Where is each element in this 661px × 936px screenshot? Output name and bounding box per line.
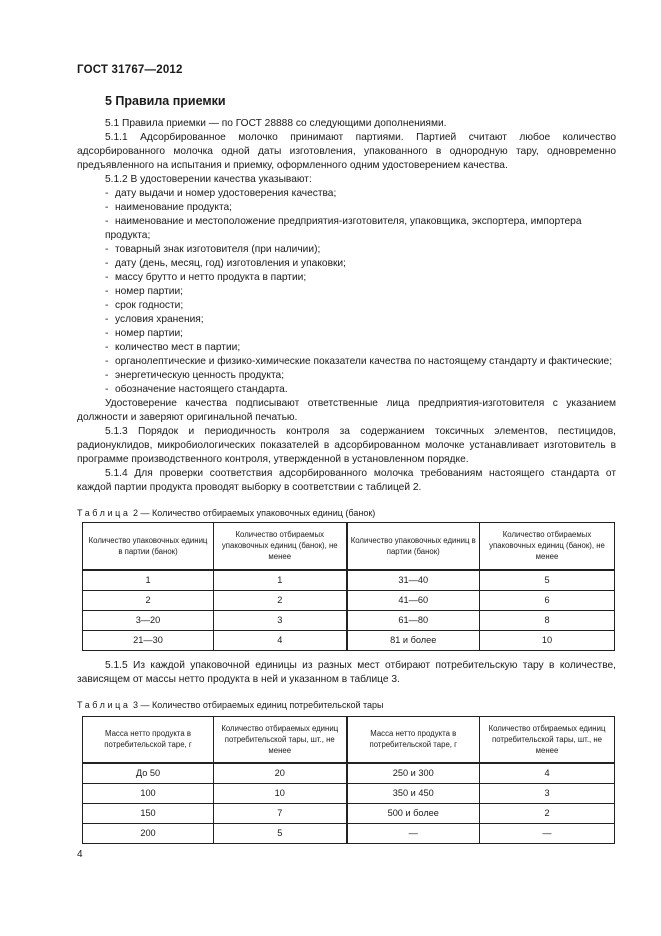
list-item-text: наименование и местоположение предприятия-изготовителя, упаковщика, экспортера, импортера продукта; [105,216,582,241]
section-body [77,117,616,495]
list-item-text: органолептические и физико-химические показатели качества по настоящему стандарту и фактические; [115,356,613,367]
table-2-header-3: Количество упаковочных единиц в партии (банок) [347,523,480,570]
table-cell: 250 и 300 [347,763,480,784]
paragraph-5-1-1: 5.1.1 Адсорбированное молочко принимают партиями. Партией считают любое количество адсорбированного молочка одной даты изготовления, упакованного в однородную тару, одновременно предъявленного на испытания и приемку, оформленного одним удостоверением качества. [77,132,616,171]
table-row [83,783,615,803]
list-dash: - [105,342,109,353]
table-3-caption-word: Таблица [77,700,131,710]
table-cell: 3 [480,783,615,803]
list-dash: - [105,328,109,339]
table-row [83,590,615,610]
table-cell: 3—20 [83,610,214,630]
table-cell: 7 [214,803,347,823]
table-cell: 200 [83,823,214,843]
table-cell: 81 и более [347,630,480,650]
list-dash: - [105,244,109,255]
table-cell: 20 [214,763,347,784]
table-3-header-4: Количество отбираемых единиц потребительской тары, шт., не менее [480,717,615,763]
paragraph-5-1-5: 5.1.5 Из каждой упаковочной единицы из разных мест отбирают потребительскую тару в количестве, зависящем от массы нетто продукта в ней и указанном в таблице 3. [77,660,616,685]
table-cell: 150 [83,803,214,823]
table-cell: 350 и 450 [347,783,480,803]
paragraph-5-1-2: 5.1.2 В удостоверении качества указывают: [105,174,312,185]
list-dash: - [105,370,109,381]
list-item-text: номер партии; [115,286,183,297]
table-cell: 10 [480,630,615,650]
list-item [77,271,616,285]
certificate-items-list [77,187,616,397]
list-item [77,257,616,271]
table-2-caption-word: Таблица [77,508,131,518]
table-2-caption-text: 2 — Количество отбираемых упаковочных единиц (банок) [133,508,376,518]
table-3-caption [77,700,384,710]
table-2-header-2: Количество отбираемых упаковочных единиц (банок), не менее [214,523,347,570]
list-item-text: условия хранения; [115,314,204,325]
list-dash: - [105,286,109,297]
table-3-caption-text: 3 — Количество отбираемых единиц потребительской тары [133,700,384,710]
table-3-header-1: Масса нетто продукта в потребительской таре, г [83,717,214,763]
table-cell: 6 [480,590,615,610]
table-cell: 10 [214,783,347,803]
paragraph-5-1-4: 5.1.4 Для проверки соответствия адсорбированного молочка требованиям настоящего стандарта от каждой партии продукта проводят выборку в соответствии с таблицей 2. [77,468,616,493]
table-cell: 2 [480,803,615,823]
list-item [77,369,616,383]
list-dash: - [105,188,109,199]
list-item [77,327,616,341]
table-cell: 2 [83,590,214,610]
list-item [77,299,616,313]
list-item-text: срок годности; [115,300,184,311]
table-cell: 61—80 [347,610,480,630]
table-cell: 41—60 [347,590,480,610]
table-cell: — [347,823,480,843]
table-3-header-3: Масса нетто продукта в потребительской таре, г [347,717,480,763]
list-item [77,341,616,355]
list-dash: - [105,384,109,395]
table-row [83,823,615,843]
table-2-header-1: Количество упаковочных единиц в партии (банок) [83,523,214,570]
document-code: ГОСТ 31767—2012 [77,64,183,76]
table-cell: 8 [480,610,615,630]
table-cell: 5 [480,570,615,591]
list-item [77,383,616,397]
list-item [77,285,616,299]
table-row [83,763,615,784]
list-dash: - [105,202,109,213]
table-cell: 2 [214,590,347,610]
table-row [83,630,615,650]
page-number: 4 [77,849,83,860]
list-item-text: массу брутто и нетто продукта в партии; [115,272,307,283]
table-row [83,803,615,823]
table-2 [82,522,615,651]
list-item [77,215,616,243]
list-dash: - [105,314,109,325]
table-cell: 31—40 [347,570,480,591]
table-cell: 1 [214,570,347,591]
list-item-text: наименование продукта; [115,202,233,213]
list-dash: - [105,356,109,367]
table-cell: 21—30 [83,630,214,650]
list-item-text: энергетическую ценность продукта; [115,370,285,381]
table-row [83,610,615,630]
list-item [77,201,616,215]
list-item-text: обозначение настоящего стандарта. [115,384,288,395]
table-cell: 1 [83,570,214,591]
paragraph-signature: Удостоверение качества подписывают ответственные лица предприятия-изготовителя с указанием должности и заверяют оригинальной печатью. [77,398,616,423]
paragraph-5-1: 5.1 Правила приемки — по ГОСТ 28888 со следующими дополнениями. [105,118,447,129]
table-cell: 4 [480,763,615,784]
list-dash: - [105,300,109,311]
list-item [77,355,616,369]
table-cell: До 50 [83,763,214,784]
list-item-text: дату выдачи и номер удостоверения качества; [115,188,337,199]
table-row [83,570,615,591]
list-dash: - [105,272,109,283]
table-cell: 100 [83,783,214,803]
table-3-header-2: Количество отбираемых единиц потребительской тары, шт., не менее [214,717,347,763]
list-item [77,313,616,327]
table-cell: 5 [214,823,347,843]
list-item-text: товарный знак изготовителя (при наличии); [115,244,321,255]
section-title: 5 Правила приемки [105,94,226,108]
section-body-continued [77,659,616,687]
list-item-text: дату (день, месяц, год) изготовления и упаковки; [115,258,346,269]
list-item [77,243,616,257]
list-dash: - [105,258,109,269]
table-cell: 500 и более [347,803,480,823]
list-item [77,187,616,201]
paragraph-5-1-3: 5.1.3 Порядок и периодичность контроля за содержанием токсичных элементов, пестицидов, радионуклидов, микробиологических показателей в адсорбированном молочке устанавливает изготовитель в программе производственного контроля, утвержденной в установленном порядке. [77,426,616,465]
table-cell: 4 [214,630,347,650]
table-2-header-4: Количество отбираемых упаковочных единиц (банок), не менее [480,523,615,570]
list-dash: - [105,216,109,227]
list-item-text: номер партии; [115,328,183,339]
table-cell: 3 [214,610,347,630]
table-3 [82,716,615,844]
list-item-text: количество мест в партии; [115,342,241,353]
table-cell: — [480,823,615,843]
table-2-caption [77,508,375,518]
